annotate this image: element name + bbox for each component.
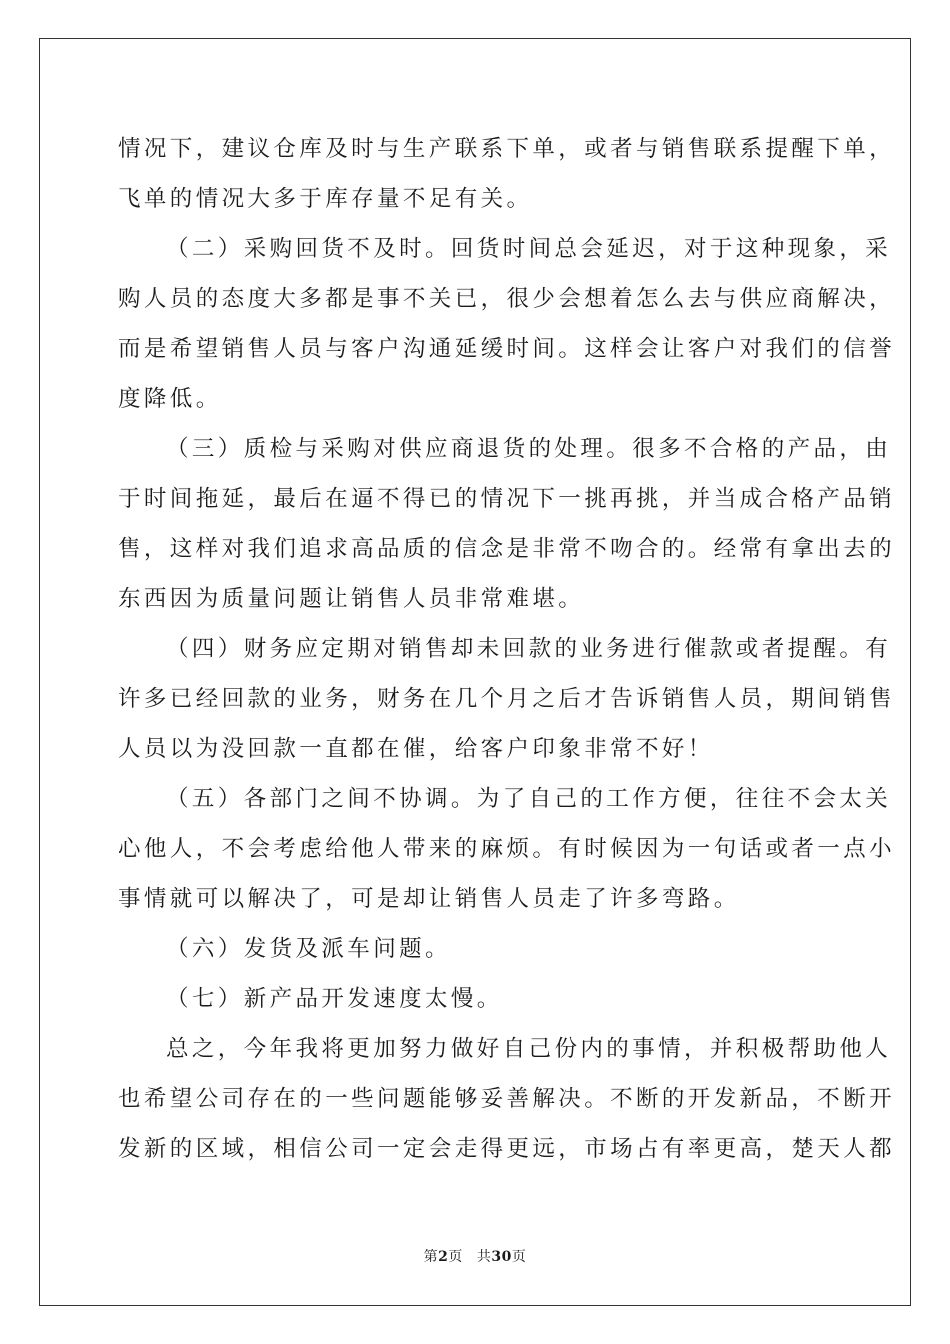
text-line-7: （三）质检与采购对供应商退货的处理。很多不合格的产品，由 (166, 436, 892, 462)
text-line-20: 也希望公司存在的一些问题能够妥善解决。不断的开发新品，不断开 (118, 1086, 896, 1112)
text-line-8: 于时间拖延，最后在逼不得已的情况下一挑再挑，并当成合格产品销 (118, 486, 896, 512)
text-line-12: 许多已经回款的业务，财务在几个月之后才告诉销售人员，期间销售 (118, 686, 896, 712)
text-line-2: 飞单的情况大多于库存量不足有关。 (118, 186, 533, 212)
text-line-14: （五）各部门之间不协调。为了自己的工作方便，往往不会太关 (166, 786, 892, 812)
text-line-17: （六）发货及派车问题。 (166, 936, 451, 962)
page-suffix: 页 (448, 1249, 463, 1265)
text-line-5: 而是希望销售人员与客户沟通延缓时间。这样会让客户对我们的信誉 (118, 336, 896, 362)
text-line-21: 发新的区域，相信公司一定会走得更远，市场占有率更高，楚天人都 (118, 1136, 896, 1162)
text-line-1: 情况下，建议仓库及时与生产联系下单，或者与销售联系提醒下单， (118, 136, 896, 162)
page-footer (0, 1247, 950, 1267)
text-line-9: 售，这样对我们追求高品质的信念是非常不吻合的。经常有拿出去的 (118, 536, 896, 562)
total-suffix: 页 (511, 1249, 527, 1265)
text-line-15: 心他人，不会考虑给他人带来的麻烦。有时候因为一句话或者一点小 (118, 836, 896, 862)
text-line-4: 购人员的态度大多都是事不关已，很少会想着怎么去与供应商解决， (118, 286, 896, 312)
text-line-3: （二）采购回货不及时。回货时间总会延迟，对于这种现象，采 (166, 236, 892, 262)
text-line-6: 度降低。 (118, 386, 222, 412)
text-line-10: 东西因为质量问题让销售人员非常难堪。 (118, 586, 585, 612)
page-prefix: 第 (423, 1249, 439, 1265)
text-line-19: 总之，今年我将更加努力做好自己份内的事情，并积极帮助他人 (166, 1036, 892, 1062)
text-line-16: 事情就可以解决了，可是却让销售人员走了许多弯路。 (118, 886, 740, 912)
text-line-11: （四）财务应定期对销售却未回款的业务进行催款或者提醒。有 (166, 636, 892, 662)
text-line-18: （七）新产品开发速度太慢。 (166, 986, 503, 1012)
page-current: 2 (438, 1249, 449, 1265)
total-prefix: 共 (476, 1249, 492, 1265)
document-body (118, 124, 896, 1174)
page-total: 30 (491, 1249, 512, 1265)
text-line-13: 人员以为没回款一直都在催，给客户印象非常不好！ (118, 736, 714, 762)
